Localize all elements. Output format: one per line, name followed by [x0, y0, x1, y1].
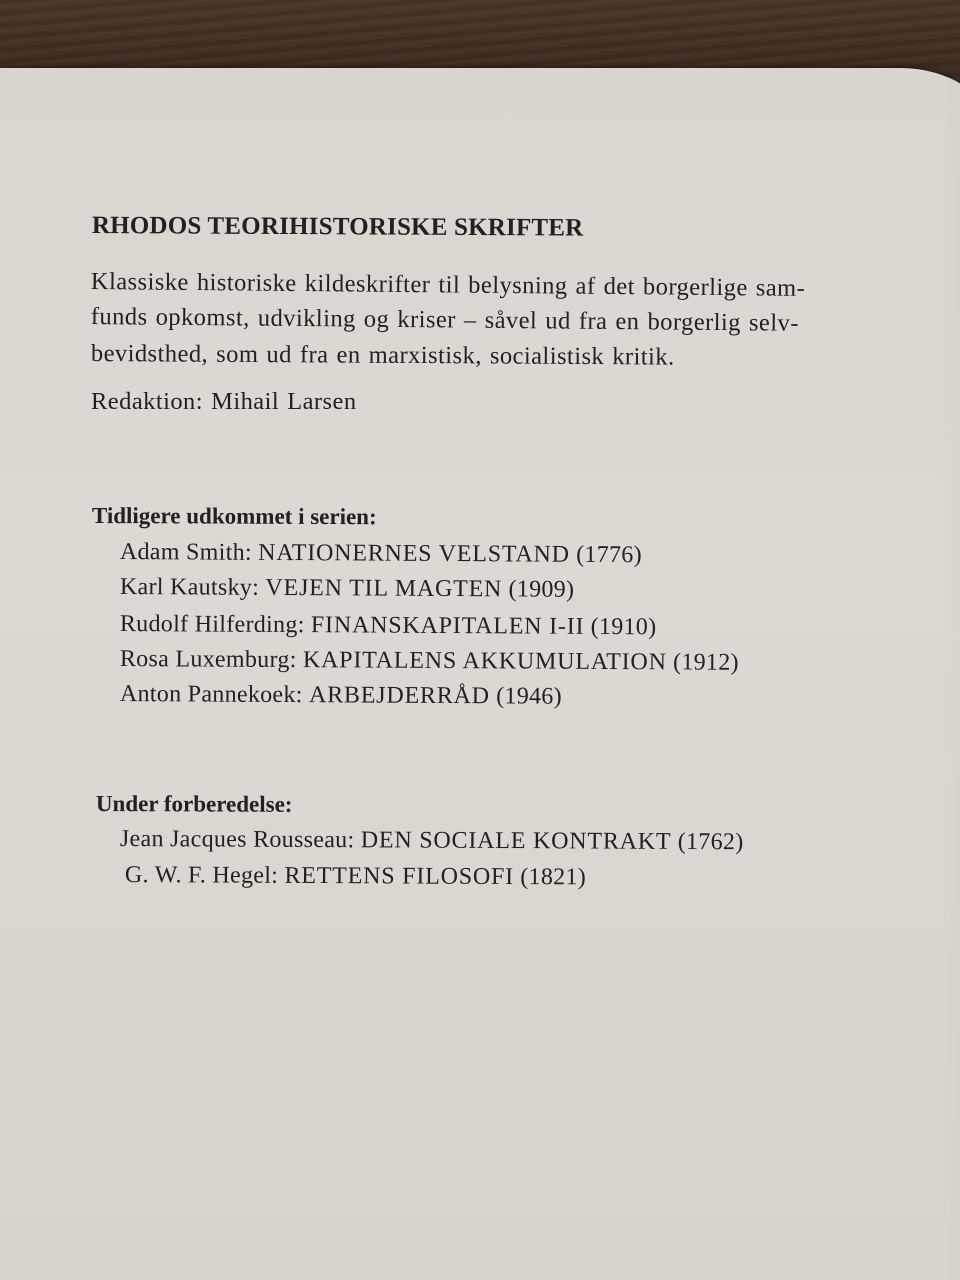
- year: (1776): [576, 541, 643, 569]
- author: G. W. F. Hegel:: [124, 862, 279, 889]
- book-title: VEJEN TIL MAGTEN: [265, 574, 503, 603]
- year: (1912): [672, 649, 739, 676]
- published-item: [120, 681, 562, 711]
- author: Rudolf Hilferding:: [119, 611, 305, 639]
- forthcoming-item: [125, 862, 586, 891]
- forthcoming-heading: Under forberedelse:: [95, 791, 293, 817]
- series-description-line-1: Klassiske historiske kildeskrifter til belysning af det borgerlige sam-: [90, 268, 806, 302]
- series-description-line-2: funds opkomst, udvikling og kriser – såvel ud fra en borgerlig selv-: [90, 303, 800, 337]
- published-item: [120, 539, 642, 569]
- author: Anton Pannekoek:: [119, 681, 303, 709]
- author: Jean Jacques Rousseau:: [119, 826, 355, 854]
- book-title: KAPITALENS AKKUMULATION: [302, 647, 667, 676]
- year: (1910): [590, 613, 657, 641]
- published-item: [120, 646, 739, 677]
- published-heading: Tidligere udkommet i serien:: [91, 503, 377, 530]
- year: (1909): [508, 576, 575, 603]
- book-title: NATIONERNES VELSTAND: [258, 539, 570, 568]
- book-title: DEN SOCIALE KONTRAKT: [360, 827, 672, 855]
- forthcoming-item: [120, 826, 744, 856]
- published-item: [120, 611, 657, 641]
- series-editor: Redaktion: Mihail Larsen: [91, 388, 357, 415]
- book-title: RETTENS FILOSOFI: [284, 862, 515, 891]
- author: Rosa Luxemburg:: [119, 646, 297, 674]
- series-title: RHODOS TEORIHISTORISKE SKRIFTER: [91, 212, 584, 242]
- book-title: ARBEJDERRÅD: [308, 682, 490, 710]
- year: (1821): [520, 864, 587, 891]
- year: (1762): [677, 828, 744, 856]
- author: Adam Smith:: [119, 539, 252, 566]
- book-title: FINANSKAPITALEN I-II: [310, 612, 585, 640]
- author: Karl Kautsky:: [119, 574, 260, 601]
- series-description-line-3: bevidsthed, som ud fra en marxistisk, socialistisk kritik.: [90, 340, 675, 371]
- year: (1946): [496, 683, 563, 710]
- published-item: [120, 574, 575, 604]
